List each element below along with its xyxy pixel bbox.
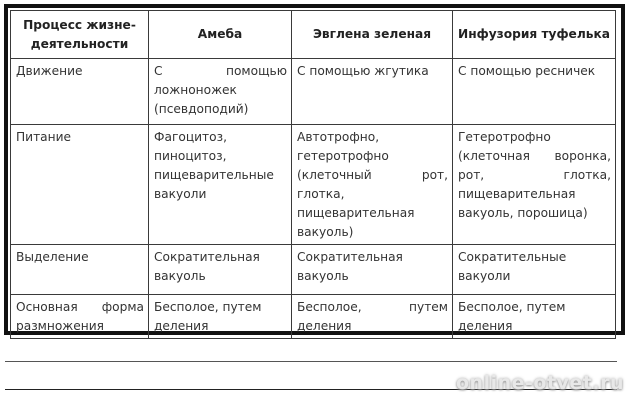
header-infusoria: Инфузория туфелька	[453, 11, 616, 59]
cell-ameba: Фагоцитоз, пиноцитоз, пищеварительные вакуоли	[149, 125, 292, 245]
watermark: online-otvet.ru	[455, 372, 624, 394]
cell-process: Выделение	[11, 245, 149, 295]
cell-ameba: Сократительная вакуоль	[149, 245, 292, 295]
header-ameba: Амеба	[149, 11, 292, 59]
cell-ameba: Бесполое, путем деления	[149, 295, 292, 339]
cell-infusoria: Сократительные вакуоли	[453, 245, 616, 295]
table-row	[11, 245, 616, 295]
table-row	[11, 295, 616, 339]
cell-infusoria: Гетеротрофно (клеточная воронка, рот, глотка, пищеварительная вакуоль, порошица)	[453, 125, 616, 245]
cell-process: Основная форма размножения	[11, 295, 149, 339]
cell-infusoria: С помощью ресничек	[453, 59, 616, 125]
cell-process: Питание	[11, 125, 149, 245]
table-row	[11, 59, 616, 125]
cell-process: Движение	[11, 59, 149, 125]
cell-euglena: Сократительная вакуоль	[292, 245, 453, 295]
cell-euglena: С помощью жгутика	[292, 59, 453, 125]
header-row	[11, 11, 616, 59]
answer-line	[5, 361, 617, 362]
cell-euglena: Автотрофно, гетеротрофно (клеточный рот, глотка, пищеварительная вакуоль)	[292, 125, 453, 245]
header-euglena: Эвглена зеленая	[292, 11, 453, 59]
table-frame	[4, 4, 625, 335]
cell-infusoria: Бесполое, путем деления	[453, 295, 616, 339]
header-process: Процесс жизне-деятельности	[11, 11, 149, 59]
table-row	[11, 125, 616, 245]
cell-ameba: С помощью ложноножек (псевдоподий)	[149, 59, 292, 125]
comparison-table	[10, 10, 616, 339]
cell-euglena: Бесполое, путем деления	[292, 295, 453, 339]
